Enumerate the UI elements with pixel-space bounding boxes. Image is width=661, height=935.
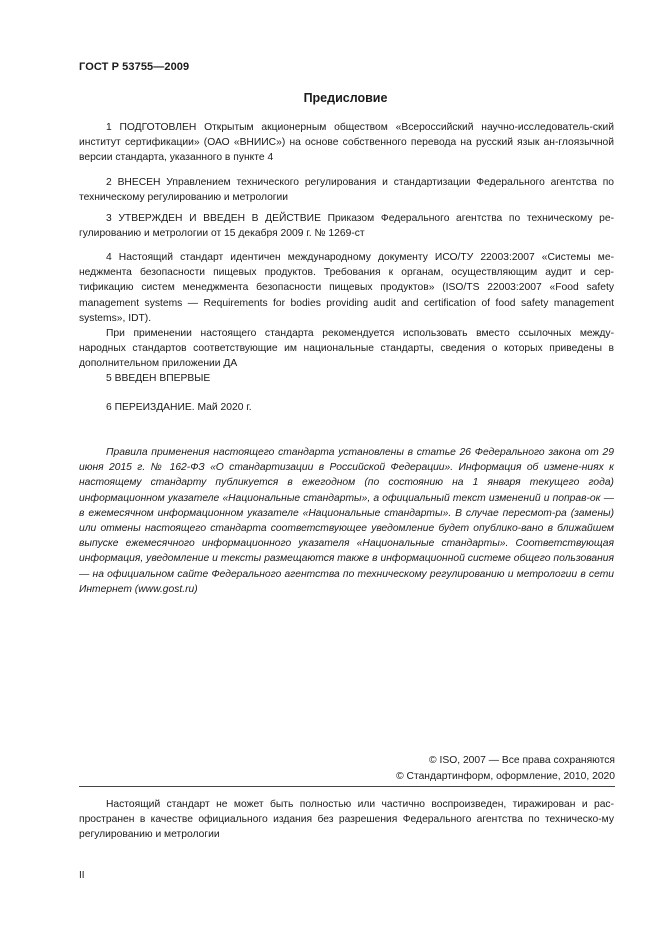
item-2-text: 2 ВНЕСЕН Управлением технического регулирования и стандартизации Федерального агентства по техническому регулированию и метрологии [79,177,614,204]
item-6 [79,400,614,415]
copyright-publisher: © Стандартинформ, оформление, 2010, 2020 [396,771,615,782]
item-5 [79,371,614,386]
item-1 [79,120,614,166]
item-5-text: 5 ВВЕДЕН ВПЕРВЫЕ [106,373,211,384]
standard-code: ГОСТ Р 53755—2009 [79,61,190,73]
reproduction-notice [79,797,614,843]
rules-notice-text: Правила применения настоящего стандарта установлены в статье 26 Федерального закона от 29 июня 2015 г. № 162-ФЗ «О стандартизации в Российской Федерации». Информация об измене-ниях к настоящему стандарту публикуется в ежегодном (по состоянию на 1 января текущего года) информационном указателе «Национальные стандарты», а официальный текст изменений и поправ-ок — в ежемесячном информационном указателе «Национальные стандарты». В случае пересмот-ра (замены) или отмены настоящего стандарта соответствующее уведомление будет опублико-вано в ближайшем выпуске ежемесячного информационного указателя «Национальные стандарты». Соответствующая информация, уведомление и тексты размещаются также в информационной системе общего пользования — на официальном сайте Федерального агентства по техническому регулированию и метрологии в сети Интернет (www.gost.ru) [79,447,614,595]
page-number: II [79,870,85,881]
divider-line [79,786,615,787]
item-4-note: При применении настоящего стандарта рекомендуется использовать вместо ссылочных между-народных стандартов соответствующие им национальные стандарты, сведения о которых приведены в дополнительном приложении ДА [79,328,614,370]
item-4-text: 4 Настоящий стандарт идентичен международному документу ИСО/ТУ 22003:2007 «Системы ме-неджмента безопасности пищевых продуктов. Требования к органам, осуществляющим аудит и сер-тификацию систем менеджмента безопасности пищевых продуктов» (ISO/TS 22003:2007 «Food safety management systems — Requirements for bodies providing audit and certification of food safety management systems», IDT). [79,252,614,324]
page-title [0,91,661,105]
copyright-iso: © ISO, 2007 — Все права сохраняются [429,755,615,766]
item-6-text: 6 ПЕРЕИЗДАНИЕ. Май 2020 г. [106,402,252,413]
item-1-text: 1 ПОДГОТОВЛЕН Открытым акционерным обществом «Всероссийский научно-исследователь-ский институт сертификации» (ОАО «ВНИИС») на основе собственного перевода на русский язык ан-глоязычной версии стандарта, указанного в пункте 4 [79,122,614,164]
rules-notice [79,445,614,597]
page-title-text: Предисловие [303,91,388,105]
item-2 [79,175,614,205]
item-4 [79,250,614,372]
item-3-text: 3 УТВЕРЖДЕН И ВВЕДЕН В ДЕЙСТВИЕ Приказом Федерального агентства по техническому ре-гулированию и метрологии от 15 декабря 2009 г. № 1269-ст [79,213,614,240]
reproduction-notice-text: Настоящий стандарт не может быть полностью или частично воспроизведен, тиражирован и рас-пространен в качестве официального издания без разрешения Федерального агентства по техническо-му регулированию и метрологии [79,799,614,841]
item-3 [79,211,614,241]
